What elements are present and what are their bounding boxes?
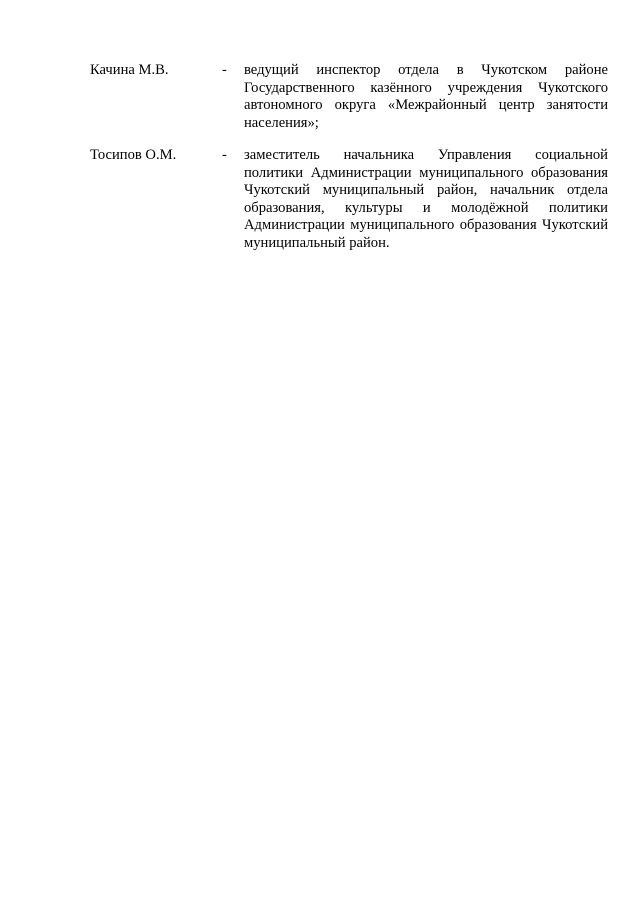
member-position: ведущий инспектор отдела в Чукотском районе Государственного казённого учреждения Чукотского автономного округа «Межрайонный центр занятости населения»;: [244, 62, 608, 131]
member-name: Качина М.В.: [90, 62, 169, 78]
member-position: заместитель начальника Управления социальной политики Администрации муниципального образования Чукотский муниципальный район, начальник отдела образования, культуры и молодёжной политики Администрации муниципального образования Чукотский муниципальный район.: [244, 147, 608, 251]
dash-separator: -: [222, 62, 227, 78]
dash-separator: -: [222, 147, 227, 163]
member-name: Тосипов О.М.: [90, 147, 177, 163]
